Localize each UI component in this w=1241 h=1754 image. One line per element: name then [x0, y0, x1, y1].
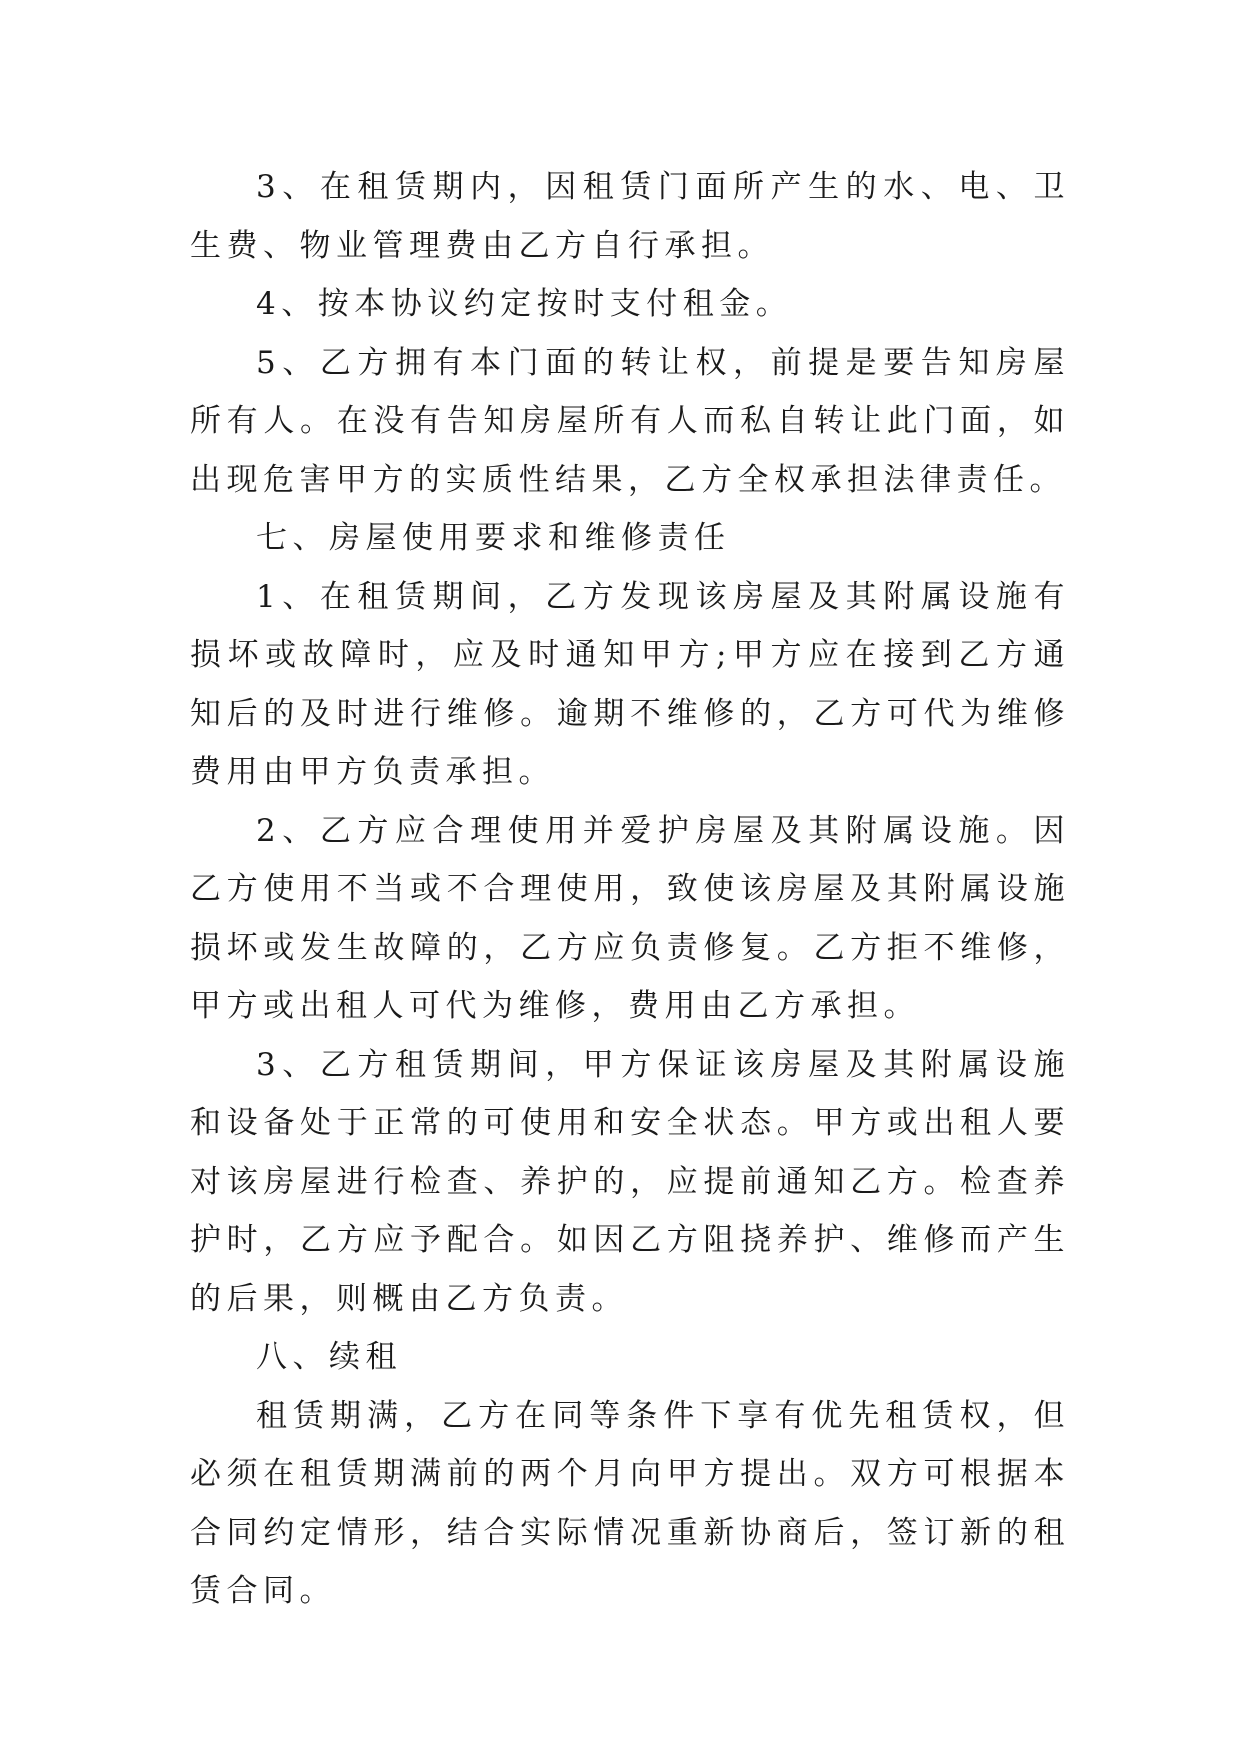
paragraph-pay-rent: 4、按本协议约定按时支付租金。: [256, 286, 793, 322]
paragraph-utilities-fees: 3、在租赁期内，因租赁门面所产生的水、电、卫生费、物业管理费由乙方自行承担。: [190, 169, 1070, 264]
paragraph-inspection: 3、乙方租赁期间，甲方保证该房屋及其附属设施和设备处于正常的可使用和安全状态。甲方或出租人要对该房屋进行检查、养护的，应提前通知乙方。检查养护时，乙方应予配合。如因乙方阻挠养护、维修而产生的后果，则概由乙方负责。: [190, 1046, 1070, 1317]
paragraph-proper-use: 2、乙方应合理使用并爱护房屋及其附属设施。因乙方使用不当或不合理使用，致使该房屋及其附属设施损坏或发生故障的，乙方应负责修复。乙方拒不维修，甲方或出租人可代为维修，费用由乙方承担。: [190, 812, 1070, 1024]
paragraph-repair-notice: 1、在租赁期间，乙方发现该房屋及其附属设施有损坏或故障时，应及时通知甲方;甲方应在接到乙方通知后的及时进行维修。逾期不维修的，乙方可代为维修费用由甲方负责承担。: [190, 578, 1070, 790]
section-heading-usage-maintenance: 七、房屋使用要求和维修责任: [256, 520, 731, 556]
paragraph-transfer-right: 5、乙方拥有本门面的转让权，前提是要告知房屋所有人。在没有告知房屋所有人而私自转让此门面，如出现危害甲方的实质性结果，乙方全权承担法律责任。: [190, 344, 1070, 498]
paragraph-renewal-terms: 租赁期满，乙方在同等条件下享有优先租赁权，但必须在租赁期满前的两个月向甲方提出。双方可根据本合同约定情形，结合实际情况重新协商后，签订新的租赁合同。: [190, 1397, 1070, 1609]
section-heading-renewal: 八、续租: [256, 1339, 402, 1375]
document-body: [190, 158, 1070, 1621]
